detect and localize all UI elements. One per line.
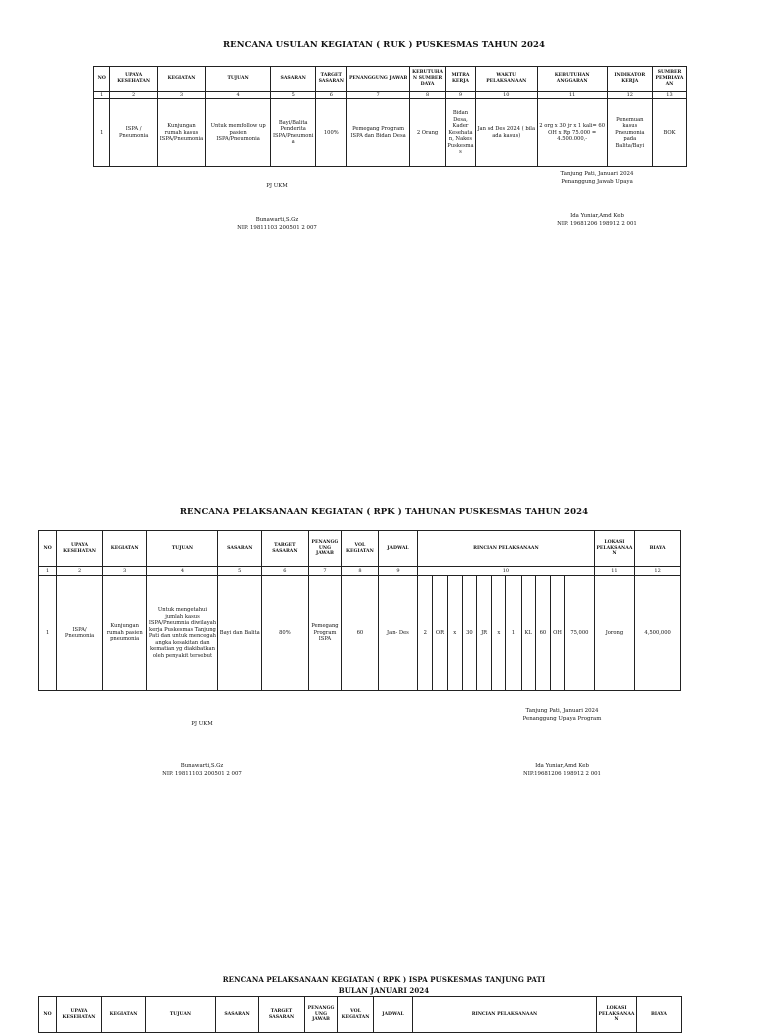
ruk-sign-right-date: Tanjung Pati, Januari 2024 bbox=[560, 171, 634, 177]
rpk-cell-upaya: ISPA/ Pneumonia bbox=[57, 576, 103, 691]
rpk-number-row bbox=[39, 567, 681, 576]
rpk-bulan-header-biaya: BIAYA bbox=[637, 997, 682, 1033]
rpk-rincian-cell: 60 bbox=[535, 576, 550, 691]
ruk-signature-left bbox=[177, 182, 377, 232]
rpk-bulan-header-pj: PENANGGUNG JAWAB bbox=[305, 997, 338, 1033]
ruk-sign-left-role: PJ UKM bbox=[266, 183, 288, 189]
ruk-sign-right-name: Ida Yuniar,Amd Keb bbox=[570, 213, 624, 219]
ruk-header-indikator: INDIKATOR KERJA bbox=[607, 67, 652, 92]
rpk-cell-sasaran: Bayi dan Balita bbox=[218, 576, 262, 691]
rpk-col-number: 12 bbox=[635, 567, 681, 576]
rpk-sign-right-nip: NIP.19681206 198912 2 001 bbox=[523, 771, 601, 777]
rpk-bulan-header-no: NO bbox=[39, 997, 57, 1033]
rpk-cell-biaya: 4,500,000 bbox=[635, 576, 681, 691]
ruk-col-number: 2 bbox=[110, 92, 157, 99]
rpk-header-target: TARGET SASARAN bbox=[262, 531, 309, 567]
ruk-number-row bbox=[94, 92, 687, 99]
ruk-cell-pembiayaan: BOK bbox=[652, 99, 686, 167]
ruk-header-upaya: UPAYA KESEHATAN bbox=[110, 67, 157, 92]
ruk-col-number: 6 bbox=[316, 92, 347, 99]
ruk-cell-tujuan: Untuk memfollow up pasien ISPA/Pneumonia bbox=[206, 99, 271, 167]
rpk-bulan-header-target: TARGET SASARAN bbox=[259, 997, 305, 1033]
rpk-col-number: 5 bbox=[218, 567, 262, 576]
ruk-header-waktu: WAKTU PELAKSANAAN bbox=[475, 67, 537, 92]
ruk-cell-mitra: Bidan Desa, Kader Kesehatan, Nakes Puskesmas bbox=[446, 99, 476, 167]
rpk-col-number: 9 bbox=[378, 567, 418, 576]
rpk-header-pj: PENANGGUNG JAWAB bbox=[308, 531, 341, 567]
ruk-header-kegiatan: KEGIATAN bbox=[157, 67, 205, 92]
ruk-sign-left-nip: NIP. 19811103 200501 2 007 bbox=[237, 225, 317, 231]
rpk-cell-lokasi: Jorong bbox=[594, 576, 635, 691]
rpk-col-number: 6 bbox=[262, 567, 309, 576]
ruk-title: RENCANA USULAN KEGIATAN ( RUK ) PUSKESMAS TAHUN 2024 bbox=[223, 40, 545, 50]
rpk-sign-left-role: PJ UKM bbox=[191, 721, 213, 727]
ruk-col-number: 8 bbox=[410, 92, 446, 99]
ruk-cell-indikator: Penemuan kasus Pneumonia pada Balita/Bayi bbox=[607, 99, 652, 167]
rpk-rincian-cell: x bbox=[492, 576, 506, 691]
rpk-rincian-cell: x bbox=[447, 576, 462, 691]
ruk-col-number: 12 bbox=[607, 92, 652, 99]
rpk-header-lokasi: LOKASI PELAKSANAAN bbox=[594, 531, 635, 567]
ruk-col-number: 7 bbox=[347, 92, 410, 99]
rpk-header-sasaran: SASARAN bbox=[218, 531, 262, 567]
rpk-rincian-cell: OR bbox=[433, 576, 447, 691]
rpk-col-number: 7 bbox=[308, 567, 341, 576]
rpk-bulan-header-lokasi: LOKASI PELAKSANAAN bbox=[597, 997, 637, 1033]
rpk-signature-left bbox=[102, 720, 302, 778]
rpk-table bbox=[38, 530, 681, 691]
rpk-header-upaya: UPAYA KESEHATAN bbox=[57, 531, 103, 567]
ruk-sign-left-name: Bunawarti,S.Gz bbox=[255, 217, 299, 223]
rpk-bulan-header-jadwal: JADWAL bbox=[374, 997, 413, 1033]
rpk-bulan-title: RENCANA PELAKSANAAN KEGIATAN ( RPK ) ISPA PUSKESMAS TANJUNG PATI bbox=[222, 975, 546, 984]
rpk-col-number: 2 bbox=[57, 567, 103, 576]
ruk-col-number: 10 bbox=[475, 92, 537, 99]
rpk-bulan-header-vol: VOL KEGIATAN bbox=[338, 997, 374, 1033]
rpk-rincian-cell: 2 bbox=[418, 576, 433, 691]
rpk-col-number: 8 bbox=[342, 567, 379, 576]
ruk-header-sasaran: SASARAN bbox=[271, 67, 316, 92]
ruk-col-number: 9 bbox=[446, 92, 476, 99]
rpk-cell-vol: 60 bbox=[342, 576, 379, 691]
rpk-rincian-cell: 1 bbox=[506, 576, 521, 691]
rpk-title: RENCANA PELAKSANAAN KEGIATAN ( RPK ) TAHUNAN PUSKESMAS TAHUN 2024 bbox=[179, 507, 589, 517]
rpk-header-biaya: BIAYA bbox=[635, 531, 681, 567]
rpk-data-row bbox=[39, 576, 681, 691]
rpk-rincian-cell: KL bbox=[521, 576, 535, 691]
ruk-cell-waktu: Jan sd Des 2024 ( bila ada kasus) bbox=[475, 99, 537, 167]
ruk-cell-upaya: ISPA / Pneumonia bbox=[110, 99, 157, 167]
rpk-bulan-header-sasaran: SASARAN bbox=[216, 997, 259, 1033]
ruk-col-number: 5 bbox=[271, 92, 316, 99]
rpk-cell-jadwal: Jan- Des bbox=[378, 576, 418, 691]
ruk-header-pembiayaan: SUMBER PEMBIAYAAN bbox=[652, 67, 686, 92]
ruk-header-anggaran: KEBUTUHAN ANGGARAN bbox=[537, 67, 607, 92]
rpk-bulan-header-upaya: UPAYA KESEHATAN bbox=[57, 997, 102, 1033]
rpk-cell-pj: Pemegang Program ISPA bbox=[308, 576, 341, 691]
rpk-sign-right-date: Tanjung Pati, Januari 2024 bbox=[525, 708, 599, 714]
rpk-col-number: 3 bbox=[102, 567, 147, 576]
rpk-col-number: 4 bbox=[147, 567, 218, 576]
ruk-signature-right bbox=[497, 170, 697, 228]
ruk-header-pj: PENANGGUNG JAWAB bbox=[347, 67, 410, 92]
rpk-header-row bbox=[39, 531, 681, 567]
rpk-bulan-header-tujuan: TUJUAN bbox=[146, 997, 216, 1033]
ruk-col-number: 11 bbox=[537, 92, 607, 99]
ruk-header-target: TARGET SASARAN bbox=[316, 67, 347, 92]
ruk-cell-sumber-daya: 2 Orang bbox=[410, 99, 446, 167]
ruk-cell-no: 1 bbox=[94, 99, 110, 167]
rpk-col-number: 10 bbox=[418, 567, 594, 576]
rpk-cell-no: 1 bbox=[39, 576, 57, 691]
rpk-cell-tujuan: Untuk mengetahui jumlah kasus ISPA/Pneumnia diwilayah kerja Puskesmas Tanjung Pati dan untuk mencegah angka kesakitan dan kematian yg diakibatkan oleh penyakit tersebut bbox=[147, 576, 218, 691]
ruk-cell-target: 100% bbox=[316, 99, 347, 167]
rpk-col-number: 1 bbox=[39, 567, 57, 576]
rpk-rincian-cell: JR bbox=[476, 576, 491, 691]
ruk-col-number: 4 bbox=[206, 92, 271, 99]
rpk-header-no: NO bbox=[39, 531, 57, 567]
ruk-col-number: 3 bbox=[157, 92, 205, 99]
rpk-header-tujuan: TUJUAN bbox=[147, 531, 218, 567]
rpk-signature-right bbox=[462, 707, 662, 778]
ruk-data-row bbox=[94, 99, 687, 167]
rpk-header-vol: VOL KEGIATAN bbox=[342, 531, 379, 567]
rpk-bulan-header-kegiatan: KEGIATAN bbox=[102, 997, 146, 1033]
ruk-sign-right-role: Penanggung Jawab Upaya bbox=[561, 179, 633, 185]
ruk-header-mitra: MITRA KERJA bbox=[446, 67, 476, 92]
ruk-header-row bbox=[94, 67, 687, 92]
rpk-bulan-header-row bbox=[39, 997, 682, 1033]
rpk-rincian-cell: OH bbox=[550, 576, 564, 691]
ruk-header-no: NO bbox=[94, 67, 110, 92]
rpk-rincian-cell: 75,000 bbox=[565, 576, 594, 691]
rpk-cell-kegiatan: Kunjungan rumah pasien pneumonia bbox=[102, 576, 147, 691]
rpk-cell-target: 80% bbox=[262, 576, 309, 691]
ruk-sign-right-nip: NIP. 19681206 198912 2 001 bbox=[557, 221, 637, 227]
rpk-bulan-subtitle: BULAN JANUARI 2024 bbox=[338, 986, 430, 995]
rpk-bulan-table bbox=[38, 996, 682, 1033]
ruk-cell-pj: Pemegang Program ISPA dan Bidan Desa bbox=[347, 99, 410, 167]
rpk-sign-right-role: Penanggung Upaya Program bbox=[522, 716, 602, 722]
ruk-table bbox=[93, 66, 687, 167]
rpk-sign-left-nip: NIP. 19811103 200501 2 007 bbox=[162, 771, 242, 777]
ruk-cell-sasaran: Bayi/Balita Penderita ISPA/Pneumonia bbox=[271, 99, 316, 167]
ruk-header-tujuan: TUJUAN bbox=[206, 67, 271, 92]
rpk-header-jadwal: JADWAL bbox=[378, 531, 418, 567]
rpk-header-kegiatan: KEGIATAN bbox=[102, 531, 147, 567]
ruk-header-sumber-daya: KEBUTUHAN SUMBER DAYA bbox=[410, 67, 446, 92]
rpk-header-rincian: RINCIAN PELAKSANAAN bbox=[418, 531, 594, 567]
rpk-col-number: 11 bbox=[594, 567, 635, 576]
rpk-rincian-cell: 30 bbox=[462, 576, 476, 691]
rpk-sign-right-name: Ida Yuniar,Amd Keb bbox=[535, 763, 589, 769]
ruk-cell-anggaran: 2 org x 30 jr x 1 kali= 60 OH x Rp 75.000 = 4.500.000,- bbox=[537, 99, 607, 167]
ruk-cell-kegiatan: Kunjungan rumah kasus ISPA/Pneumonia bbox=[157, 99, 205, 167]
rpk-sign-left-name: Bunawarti,S.Gz bbox=[180, 763, 224, 769]
rpk-bulan-header-rincian: RINCIAN PELAKSANAAN bbox=[413, 997, 597, 1033]
ruk-col-number: 13 bbox=[652, 92, 686, 99]
ruk-col-number: 1 bbox=[94, 92, 110, 99]
